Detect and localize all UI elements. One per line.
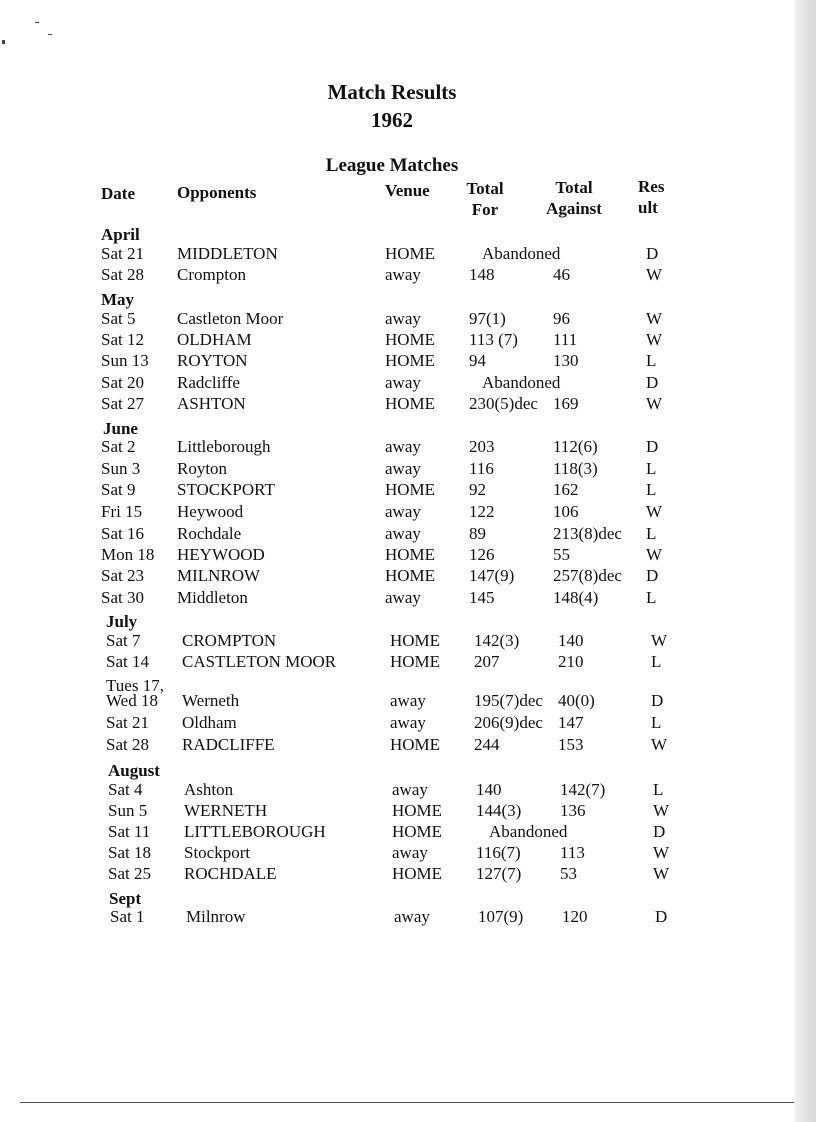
row-total-against: 147 <box>558 713 584 732</box>
row-total-for: Abandoned <box>482 373 561 392</box>
row-date: Sat 30 <box>101 588 144 607</box>
table-row <box>0 502 780 524</box>
row-total-for: 244 <box>474 735 500 754</box>
header-result-line1: Res <box>638 177 665 196</box>
table-row <box>7 801 787 823</box>
row-venue: HOME <box>385 330 436 349</box>
row-result: W <box>646 394 663 413</box>
row-date: Wed 18 <box>106 691 158 710</box>
row-total-for: 203 <box>469 437 495 456</box>
table-row <box>0 309 780 331</box>
row-result: W <box>651 735 668 754</box>
row-date: Sat 25 <box>108 864 151 883</box>
row-result: W <box>646 545 663 564</box>
row-total-against: 55 <box>553 545 570 564</box>
table-row <box>0 437 780 459</box>
row-venue: HOME <box>385 566 436 585</box>
row-venue: away <box>390 713 426 732</box>
row-venue: HOME <box>390 735 441 754</box>
row-date: Tues 17, <box>106 676 164 695</box>
row-venue: HOME <box>392 801 443 820</box>
row-opponent: Heywood <box>177 502 244 521</box>
row-opponent: Stockport <box>184 843 251 862</box>
row-venue: HOME <box>392 864 443 883</box>
row-total-against: 120 <box>562 907 588 926</box>
row-result: W <box>646 502 663 521</box>
table-row <box>5 713 785 735</box>
table-row <box>9 907 789 929</box>
row-opponent: CASTLETON MOOR <box>182 652 337 671</box>
row-total-against: 106 <box>553 502 579 521</box>
row-venue: away <box>385 437 421 456</box>
row-total-against: 210 <box>558 652 584 671</box>
row-result: W <box>646 330 663 349</box>
row-total-against: 142(7) <box>560 780 606 799</box>
row-opponent: CROMPTON <box>182 631 277 650</box>
month-heading: April <box>101 225 140 244</box>
row-date: Sat 23 <box>101 566 144 585</box>
row-date: Sat 21 <box>106 713 149 732</box>
row-total-for: 122 <box>469 502 495 521</box>
row-total-against: 136 <box>560 801 586 820</box>
header-result-line2: ult <box>638 198 658 217</box>
month-heading: May <box>101 290 135 309</box>
header-venue: Venue <box>385 181 430 200</box>
row-date: Sat 18 <box>108 843 151 862</box>
row-opponent: HEYWOOD <box>177 545 265 564</box>
row-total-for: 230(5)dec <box>469 394 538 413</box>
table-row <box>7 843 787 865</box>
row-result: L <box>646 524 657 543</box>
row-date: Sat 4 <box>108 780 143 799</box>
row-venue: away <box>392 780 428 799</box>
header-total-against <box>538 177 610 219</box>
table-row <box>0 459 780 481</box>
table-row <box>7 780 787 802</box>
row-opponent: MILNROW <box>177 566 261 585</box>
table-row <box>0 351 780 373</box>
table-row <box>5 735 785 757</box>
month-heading: Sept <box>109 889 142 908</box>
row-opponent: Littleborough <box>177 437 271 456</box>
row-result: L <box>646 459 657 478</box>
row-date: Sat 27 <box>101 394 144 413</box>
row-result: L <box>651 713 662 732</box>
table-row <box>7 864 787 886</box>
row-date: Sat 16 <box>101 524 144 543</box>
month-heading: June <box>103 419 138 438</box>
row-opponent: Crompton <box>177 265 246 284</box>
row-total-against: 153 <box>558 735 584 754</box>
table-row <box>5 652 785 674</box>
row-venue: HOME <box>385 351 436 370</box>
row-total-against: 130 <box>553 351 579 370</box>
header-opponents: Opponents <box>177 183 257 202</box>
row-total-against: 140 <box>558 631 584 650</box>
row-opponent: ASHTON <box>177 394 246 413</box>
row-total-against: 111 <box>553 330 578 349</box>
row-result: D <box>646 244 659 263</box>
row-venue: away <box>385 459 421 478</box>
row-total-for: 92 <box>469 480 486 499</box>
row-result: W <box>653 864 670 883</box>
row-opponent: Milnrow <box>186 907 246 926</box>
scan-speck <box>2 40 5 44</box>
row-date: Sat 28 <box>101 265 144 284</box>
row-total-against: 169 <box>553 394 579 413</box>
row-total-against: 113 <box>560 843 585 862</box>
row-total-for: 127(7) <box>476 864 522 883</box>
row-venue: away <box>385 373 421 392</box>
row-opponent: WERNETH <box>184 801 268 820</box>
section-subtitle: League Matches <box>325 155 459 176</box>
row-total-for: 116 <box>469 459 494 478</box>
row-venue: away <box>385 265 421 284</box>
row-venue: HOME <box>385 244 436 263</box>
row-total-for: Abandoned <box>482 244 561 263</box>
row-venue: HOME <box>392 822 443 841</box>
row-total-for: 144(3) <box>476 801 522 820</box>
row-date: Sat 7 <box>106 631 141 650</box>
row-date: Sat 11 <box>108 822 151 841</box>
row-result: W <box>653 843 670 862</box>
row-venue: HOME <box>390 631 441 650</box>
row-total-for: 140 <box>476 780 502 799</box>
row-opponent: Castleton Moor <box>177 309 284 328</box>
row-opponent: Oldham <box>182 713 237 732</box>
table-row <box>0 480 780 502</box>
row-result: L <box>646 588 657 607</box>
row-venue: away <box>385 502 421 521</box>
row-result: D <box>655 907 668 926</box>
row-result: D <box>646 437 659 456</box>
row-result: D <box>651 691 664 710</box>
row-result: W <box>651 631 668 650</box>
header-total-for-line2: For <box>471 200 499 219</box>
table-row <box>0 265 780 287</box>
header-total-for <box>456 178 514 220</box>
row-date: Sat 20 <box>101 373 144 392</box>
row-total-against: 118(3) <box>553 459 598 478</box>
row-total-for: 97(1) <box>469 309 506 328</box>
row-total-for: 147(9) <box>469 566 515 585</box>
table-row <box>0 330 780 352</box>
row-result: L <box>651 652 662 671</box>
row-total-against: 40(0) <box>558 691 595 710</box>
row-total-for: 113 (7) <box>469 330 518 349</box>
row-total-against: 46 <box>553 265 570 284</box>
scan-edge-shadow <box>794 0 816 1122</box>
row-total-against: 112(6) <box>553 437 598 456</box>
row-total-for: Abandoned <box>489 822 568 841</box>
row-date: Sat 2 <box>101 437 136 456</box>
row-result: W <box>646 309 663 328</box>
month-heading: August <box>108 761 160 780</box>
header-result <box>638 176 664 218</box>
row-venue: away <box>385 588 421 607</box>
page-year: 1962 <box>371 108 413 132</box>
bottom-rule <box>20 1102 794 1103</box>
row-venue: away <box>385 524 421 543</box>
table-row <box>7 822 787 844</box>
row-total-against: 53 <box>560 864 577 883</box>
row-total-for: 126 <box>469 545 495 564</box>
table-row <box>0 244 780 266</box>
row-total-against: 162 <box>553 480 579 499</box>
row-opponent: ROYTON <box>177 351 248 370</box>
scan-speck <box>48 34 52 35</box>
row-opponent: Royton <box>177 459 228 478</box>
row-total-for: 195(7)dec <box>474 691 543 710</box>
scan-speck <box>35 22 39 23</box>
page-title: Match Results <box>327 80 457 104</box>
row-result: L <box>653 780 664 799</box>
row-date: Sun 13 <box>101 351 149 370</box>
row-result: L <box>646 480 657 499</box>
row-date: Sat 1 <box>110 907 145 926</box>
row-date: Sun 5 <box>108 801 148 820</box>
table-row <box>5 631 785 653</box>
header-total-against-line2: Against <box>546 199 602 218</box>
row-opponent: RADCLIFFE <box>182 735 275 754</box>
row-total-for: 107(9) <box>478 907 524 926</box>
table-row <box>0 394 780 416</box>
row-total-for: 116(7) <box>476 843 521 862</box>
row-opponent: Ashton <box>184 780 234 799</box>
header-date: Date <box>101 184 135 203</box>
row-date: Fri 15 <box>101 502 143 521</box>
row-total-against: 148(4) <box>553 588 599 607</box>
row-total-for: 142(3) <box>474 631 520 650</box>
row-date: Mon 18 <box>101 545 155 564</box>
row-opponent: MIDDLETON <box>177 244 278 263</box>
row-total-for: 207 <box>474 652 500 671</box>
row-venue: HOME <box>390 652 441 671</box>
month-heading: July <box>106 612 138 631</box>
row-date: Sat 12 <box>101 330 144 349</box>
row-date: Sat 28 <box>106 735 149 754</box>
row-result: L <box>646 351 657 370</box>
row-venue: away <box>385 309 421 328</box>
row-opponent: ROCHDALE <box>184 864 277 883</box>
row-opponent: Middleton <box>177 588 248 607</box>
row-date: Sun 3 <box>101 459 141 478</box>
row-result: D <box>646 373 659 392</box>
row-total-against: 213(8)dec <box>553 524 622 543</box>
row-result: W <box>646 265 663 284</box>
row-venue: away <box>394 907 430 926</box>
row-venue: HOME <box>385 394 436 413</box>
row-total-for: 94 <box>469 351 486 370</box>
row-opponent: Radcliffe <box>177 373 240 392</box>
row-venue: HOME <box>385 545 436 564</box>
table-row <box>0 588 780 610</box>
row-total-for: 148 <box>469 265 495 284</box>
row-total-for: 89 <box>469 524 486 543</box>
header-total-for-line1: Total <box>466 179 504 198</box>
row-venue: HOME <box>385 480 436 499</box>
row-opponent: Werneth <box>182 691 240 710</box>
header-total-against-line1: Total <box>555 178 593 197</box>
row-venue: away <box>390 691 426 710</box>
row-total-for: 145 <box>469 588 495 607</box>
table-row <box>0 566 780 588</box>
row-total-against: 257(8)dec <box>553 566 622 585</box>
row-total-for: 206(9)dec <box>474 713 543 732</box>
table-row <box>5 691 785 713</box>
row-date: Sat 21 <box>101 244 144 263</box>
row-date: Sat 14 <box>106 652 149 671</box>
row-result: W <box>653 801 670 820</box>
row-date: Sat 9 <box>101 480 136 499</box>
row-opponent: STOCKPORT <box>177 480 275 499</box>
row-date: Sat 5 <box>101 309 136 328</box>
table-row <box>0 545 780 567</box>
row-opponent: OLDHAM <box>177 330 252 349</box>
row-result: D <box>646 566 659 585</box>
row-total-against: 96 <box>553 309 570 328</box>
row-opponent: Rochdale <box>177 524 242 543</box>
row-result: D <box>653 822 666 841</box>
row-venue: away <box>392 843 428 862</box>
table-row <box>0 524 780 546</box>
row-opponent: LITTLEBOROUGH <box>184 822 326 841</box>
table-row <box>0 373 780 395</box>
